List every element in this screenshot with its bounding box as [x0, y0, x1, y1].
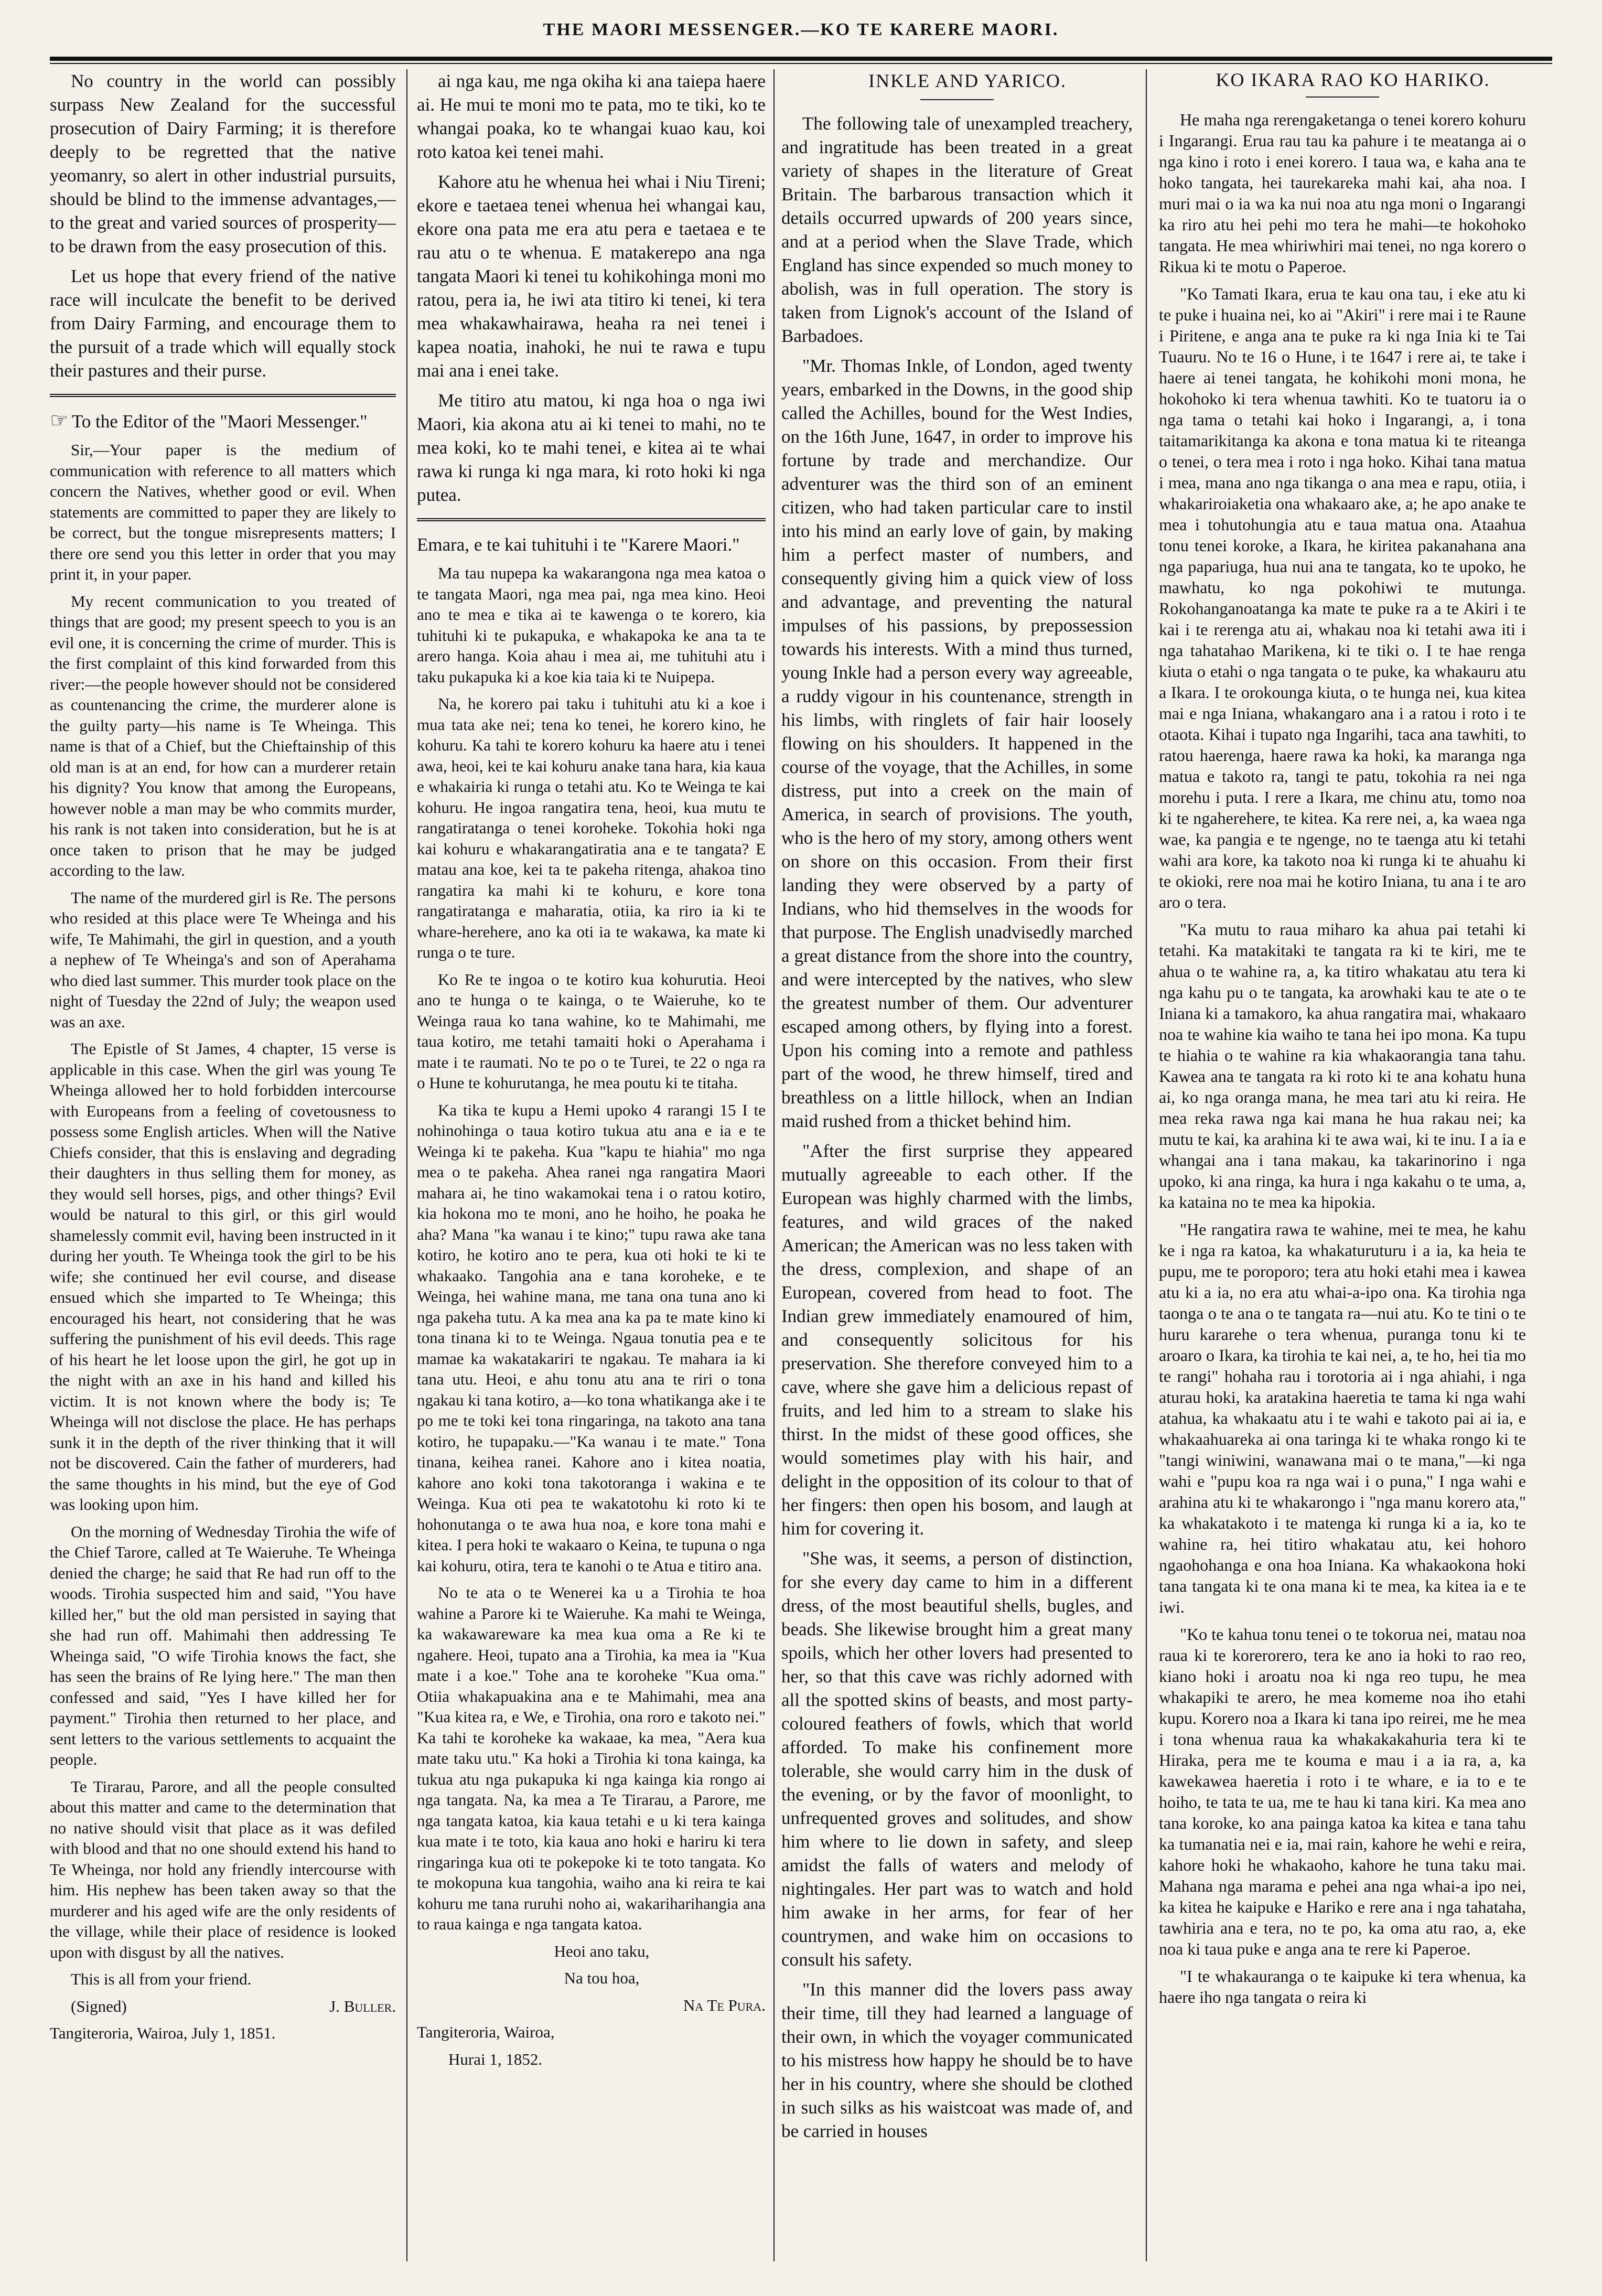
letter-paragraph: Heoi ano taku, — [554, 1941, 650, 1960]
signed-label: (Signed) — [71, 1997, 127, 2015]
letter-paragraph: Te Tirarau, Parore, and all the people consulted about this matter and came to the determination that no native should visit that place as it was defiled with blood and that no one should extend his hand to Te Wheinga, nor hold any friendly intercourse with him. His nephew has been taken away so that the murderer and his aged wife are the only residents of the village, while their place of residence is looked upon with disgust by all the natives. — [50, 1777, 396, 1961]
letter-paragraph: Ka tika te kupu a Hemi upoko 4 rarangi 15 I te nohinohinga o taua kotiro tukua atu ana e ia e te Weinga ki te pakeha. Kua "kapu te hiahia" mo nga mea o te pakeha. Ahea ranei nga rangatira Maori mahara ai, he tino wakamokai tena i o ratou kotiro, kia hokona mo te moni, ano he hoiho, he poaka he aha? Mana "ka wanau i te kino;" tupu rawa ake tana kotiro, he kotiro ano te pera, kua oti hoki te ki te whakaako. Tangohia ana e tana koroheke, e te Weinga, hei wahine mana, me tana ona tuna ano ki nga pakeha tutu. A ka mea ana ka pa te mate kino ki tona tinana ki to te Weinga. Ngaua tonutia pea e te mamae ka wakatakariri te ngakau. Te mahara ia ki tana utu. Heoi, e ahu tonu atu ana te riri o tona ngakau ki tana kotiro, a—ko tona whatikanga ake i te po me te toki kei tona ringaringa, na takoto ana tana kotiro, he tupapaku.—"Ka wanau i te mate." Tona tinana, keihea ranei. Kahore ano i kitea noatia, kahore ano koki tona takotoranga i wakina e te Weinga. Kua oti pea te wakatotohu ki roto ki te hohonutanga o te awa hua noa, e kore tona mahi e kitea. I pera hoki te wakaaro o Keina, te tupuna o nga kai kohuru, otira, tera te kanohi o te Atua e titiro ana. — [417, 1100, 766, 1575]
letter-paragraph: No te ata o te Wenerei ka u a Tirohia te hoa wahine a Parore ki te Waieruhe. Ka mahi te Weinga, ka wakawareware ka mea kua oma a Re ki te ngahere. Heoi, tupato ana a Tirohia, ka mea ia "Kua mate i a koe." Tohe ana te koroheke "Kua oma." Otiia whakapuakina ana e te Mahimahi, mea ana "Kua kitea ra, e We, e Tirohia, ona roro e takoto nei." Ka tahi te koroheke ka wakaae, ka mea, "Aera kua mate taku utu." Ka hoki a Tirohia ki tona kainga, ka tukua atu nga pukapuka ki nga kainga kia rongo ai nga tangata. Na, ka mea a Te Tirarau, a Parore, me nga tangata katoa, kia kaua tetahi e u ki tera kainga kua mate i te toto, kia kaua ano hoki e hariru ki tera ringaringa kua oti te pokepoke ki te toto tangata. Ko te mokopuna kua tangohia, waiho ana ki reira te kai kohuru me tana ruruhi noho ai, wakariharihangia ana to raua kainga e nga tangata katoa. — [417, 1583, 766, 1933]
letter-paragraph: Ko Re te ingoa o te kotiro kua kohurutia. Heoi ano te hunga o te kainga, o te Waieruhe, ko te Weinga raua ko tana wahine, ko te Mahimahi, me taua kotiro, me tetahi tamaiti hoki o Aperahama i mate i te raumati. No te po o te Turei, te 22 o nga ra o Hune te kohurutanga, he mea poutu ki te titaha. — [417, 970, 766, 1092]
dairy-paragraph: No country in the world can possibly surpass New Zealand for the successful prosecution of Dairy Farming; it is therefore deeply to be regretted that the native yeomanry, so alert in other industrial pursuits, should be blind to the immense advantages,—to the great and varied sources of prosperity—to be drawn from the easy prosecution of this. — [50, 71, 396, 256]
letter-paragraph: My recent communication to you treated of things that are good; my present speech to you is an evil one, it is concerning the crime of murder. This is the first complaint of this kind forwarded from this river:—the people however should not be considered as countenancing the crime, the murderer alone is the guilty party—his name is Te Wheinga. This name is that of a Chief, but the Chieftainship of this old man is at an end, for how can a murderer retain his dignity? You know that among the Europeans, however noble a man may be who commits murder, his rank is not taken into consideration, but he is at once taken to prison that he may be judged according to the law. — [50, 592, 396, 879]
title-rule — [920, 99, 994, 100]
maori-paragraph: Kahore atu he whenua hei whai i Niu Tireni; ekore e taetaea tenei whenua hei whangai kau, ekore ona pata me era atu pera e taetaea e te rau atu o te whenua. E matakerepo ana nga tangata Maori ki tenei tu kohikohinga moni mo ratou, pera ia, he iwi ata titiro ki tenei, ki tera mea whakawhairawa, heaha ra nei tenei i kapea noatia, inahoki, he nui te rawa e tupu mai ana i enei take. — [417, 171, 766, 381]
column-divider — [1146, 69, 1147, 2261]
article-paragraph: He maha nga rerengaketanga o tenei korero kohuru i Ingarangi. Erua rau tau ka pahure i te meatanga ai o nga kino i roto i enei korero. I taua wa, e kaha ana te hoko tangata, hei taurekareka mahi kai, aha noa. I muri mai o ia wa ka nui noa atu nga moni o Ingarangi ka riro atu hei pehi mo tera he mahi—te hokohoko tangata. He mea whiriwhiri mai tenei, no nga korero o Rikua ki te motu o Paperoe. — [1159, 110, 1526, 276]
article-title: KO IKARA RAO KO HARIKO. — [1216, 69, 1490, 90]
letter-paragraph: On the morning of Wednesday Tirohia the wife of the Chief Tarore, called at Te Waieruhe. Te Wheinga denied the charge; he said that Re had run off to the woods. Tirohia suspected him and said, "You have killed her," but the old man persisted in saying that she had run off. Mahimahi then addressing Te Wheinga said, "O wife Tirohia knows the fact, she has seen the brains of Re lying here." The man then confessed and said, "Yes I have killed her for payment." Tirohia then returned to her place, and sent letters to the various settlements to acquaint the people. — [50, 1522, 396, 1768]
signature-line — [50, 1996, 396, 2017]
article-paragraph: "After the first surprise they appeared mutually agreeable to each other. If the European was highly charmed with the limbs, features, and wild graces of the naked American; the American was no less taken with the dress, complexion, and shape of an European, covered from head to foot. The Indian grew immediately enamoured of him, and consequently solicitous for his preservation. She therefore conveyed him to a cave, where she gave him a delicious repast of fruits, and led him to a stream to slake his thirst. In the midst of these good offices, she would sometimes play with his hair, and delight in the opposition of its colour to that of her fingers: then open his bosom, and laugh at him for covering it. — [781, 1141, 1133, 1539]
letter-paragraph: The Epistle of St James, 4 chapter, 15 verse is applicable in this case. When the girl was young Te Wheinga allowed her to hold forbidden intercourse with Europeans from a feeling of covetousness to possess some English articles. When will the Native Chiefs consider, that this is enslaving and degrading their daughters in thus selling them for money, as they would sell horses, pigs, and other things? Evil would be natural to this girl, or this girl would shamelessly commit evil, having been instructed in it during her youth. Te Wheinga took the girl to be his wife; she continued her evil course, and disease ensued which she imparted to Te Wheinga; this encouraged his heart, not considering that he was suffering the punishment of his evil deeds. This rage of his heart he let loose upon the girl, he got up in the night with an axe in his hand and killed his victim. It is not known where the body is; Te Wheinga will not disclose the place. He has perhaps sunk it in the depth of the river thinking that it will not be discovered. Cain the father of murderers, had the same thoughts in his mind, but the eye of God was looking upon him. — [50, 1039, 396, 1514]
article-paragraph: "In this manner did the lovers pass away their time, till they had learned a language of their own, in which the voyager communicated to his mistress how happy he should be to have her in his country, where she should be clothed in such silks as his waistcoat was made of, and be carried in houses — [781, 1979, 1133, 2141]
letter-paragraph: Sir,—Your paper is the medium of communication with reference to all matters which concern the Natives, whether good or evil. When statements are committed to paper they are likely to be correct, but the tongue misrepresents matters; I there ore send you this letter in order that you may print it, in your paper. — [50, 441, 396, 583]
title-rule — [1306, 96, 1379, 98]
masthead-title: THE MAORI MESSENGER.—KO TE KARERE MAORI. — [543, 20, 1059, 39]
dairy-paragraph: Let us hope that every friend of the native race will inculcate the benefit to be derived from Dairy Farming, and encourage them to the pursuit of a trade which will equally stock their pastures and their purse. — [50, 266, 396, 381]
article-paragraph: "I te whakauranga o te kaipuke ki tera whenua, ka haere iho nga tangata o reira ki — [1159, 1967, 1526, 2007]
section-divider — [50, 394, 396, 397]
article-paragraph: "She was, it seems, a person of distinction, for she every day came to him in a different dress, of the most beautiful shells, bugles, and beads. She likewise brought him a great many spoils, which her other lovers had presented to her, so that this cave was richly adorned with all the spotted skins of beasts, and most party-coloured feathers of fowls, which that world afforded. To make his confinement more tolerable, she would carry him in the dusk of the evening, or by the favor of moonlight, to unfrequented groves and solitudes, and show him where to lie down in safety, and sleep amidst the falls of waters and melody of nightingales. Her part was to watch and hold him awake in her arms, for fear of her countrymen, and wake him on occasions to consult his safety. — [781, 1548, 1133, 1970]
signer-name: J. Buller. — [329, 1997, 396, 2015]
article-paragraph: "Mr. Thomas Inkle, of London, aged twenty years, embarked in the Downs, in the good ship called the Achilles, bound for the West Indies, on the 16th June, 1647, in order to improve his fortune by trade and merchandize. Our adventurer was the third son of an eminent citizen, who had taken particular care to instil into his mind an early love of gain, by making him a perfect master of numbers, and consequently giving him a quick view of loss and advantage, and preventing the natural impulses of his passions, by prepossession towards his interests. With a mind thus turned, young Inkle had a person every way agreeable, a ruddy vigour in his countenance, strength in his limbs, with ringlets of fair hair loosely flowing on his shoulders. It happened in the course of the voyage, that the Achilles, in some distress, put into a creek on the main of America, in search of provisions. The youth, who is the hero of my story, among others went on shore on this occasion. From their first landing they were observed by a party of Indians, who hid themselves in the woods for that purpose. The English unadvisedly marched a great distance from the shore into the country, and were intercepted by the natives, who slew the greatest number of them. Our adventurer escaped among others, by flying into a forest. Upon his coming into a remote and pathless part of the wood, he threw himself, tired and breathless on a little hillock, when an Indian maid rushed from a thicket behind him. — [781, 356, 1133, 1131]
article-paragraph: "Ko te kahua tonu tenei o te tokorua nei, matau noa raua ki te korerorero, tera ke ano ia hoki to rao reo, kiano hoki i aroatu noa ki nga reo tupu, he mea whakapiki te arero, he mea komeme noa iho etahi kupu. Korero noa a Ikara ki tana ipo reirei, me he mea i tona whenua raua ka whakakakahuria tera ki te Hiraka, pera me te kouma e mau i a ia ra, a, ka kawekawea haeretia i roto i te whare, e ia to e te hoiho, te tata te ua, me te hau ki tana kiri. Ka mea ano tana koroke, ko ana painga katoa ka kitea e tana tahu ka tumanatia nei e ia, mai rain, kahore he wehi e reira, kahore hoki he whakaoho, kahore he tuna taku mai. Mahana nga marama e pehei ana nga whai-a ipo nei, ka kitea he kaipuke e Hariko e rere ana i nga tahataha, tawhiria ana e tera, no te po, ka oma atu rao, a, eke noa ki taua puke e anga ana te rere ki Paperoe. — [1159, 1625, 1526, 1958]
letter-heading — [50, 409, 396, 433]
column-2 — [417, 69, 766, 2261]
column-divider — [773, 69, 775, 2261]
column-1 — [50, 69, 396, 2261]
letter-paragraph: This is all from your friend. — [71, 1970, 252, 1988]
masthead — [0, 0, 1602, 52]
article-paragraph: "He rangatira rawa te wahine, mei te mea, he kahu ke i nga ra katoa, ka whakaturuturu i a ia, ka heia te pupu, me te poroporo; tera atu hoki etahi mea i kawea atu ki a ia, no era atu whai-a-ipo ona. Ka tirohia nga taonga o te ana o te tangata ra—nui atu. Ko te tini o te huru kararehe o tera whenua, puranga tonu ki te aroaro o Ikara, ka tirohia te kai nei, a, te ho, hei tia mo te rangi" hohaha rau i torotoria ai i nga ahiahi, i nga aturau hoki, ka aratakina haeretia te tama ki nga wahi atahua, ka whakaatu atu i te wahi e takoto pai ai ia, e whakaahuareka ai ona taringa ki te whaka rongo ki te "tangi winiwini, wanawana mai o te mana,"—ki nga wahi e "pupu koa ra nga wai i o puna," I nga wahi e arahina atu ki te whakarongo i "nga manu korero ata," ka whakatakoto i te matenga ki runga ki a ia, ko te wahine ra, hei titiro whakatau atu, kei hohoro ngaohohanga e ona hoa Iniana. Ka whakaokona hoki tana tangata ki te ona mana ki te mea, ka kitea ia e te iwi. — [1159, 1220, 1526, 1616]
pointing-hand-icon: ☞ — [50, 409, 69, 432]
date: Hurai 1, 1852. — [448, 2050, 543, 2068]
letter-heading-text: To the Editor of the "Maori Messenger." — [71, 411, 368, 432]
column-3 — [781, 69, 1133, 2261]
closing: Na tou hoa, — [564, 1969, 640, 1987]
letter-body — [417, 563, 766, 2069]
article-paragraph: The following tale of unexampled treachery, and ingratitude has been treated in a great variety of shapes in the literature of Great Britain. The barbarous transaction which it details occurred upwards of 200 years since, and at a period when the Slave Trade, which England has since expended so much money to abolish, was in full operation. The story is taken from Lignok's account of the Island of Barbadoes. — [781, 113, 1133, 346]
article-paragraph: "Ka mutu to raua miharo ka ahua pai tetahi ki tetahi. Ka matakitaki te tangata ra ki te kiri, me te ahua o te wahine ra, a, ka titiro whakatau atu tera ki nga kahu pu o te tangata, ka arowhaki kau te ate o te Iniana ki a tamakoro, ka ahua rangatira mai, whakaaro noa te wahine kia waiho te tana hei ipo mona. Ka tupu te hiahia o te wahine ra kia whakaorangia tana tahu. Kawea ana te tangata ra ki roto ki te ana kohatu huna ai, ko nga oranga mana, he mea tari atu ki reira. He mea reka rawa nga kai mana he hua rakau nei; ka mutu te kai, ka arahina ki te awa wai, ki te inu. I a ia e whangai ana i tana makau, ka takarinorino i nga upoko, ki ana ringa, ka hura i nga kakahu o te uma, a, ka kataina no te mea ka hipokia. — [1159, 920, 1526, 1211]
section-divider — [417, 518, 766, 521]
maori-paragraph: ai nga kau, me nga okiha ki ana taiepa haere ai. He mui te moni mo te pata, mo te tiki, ko te whangai poaka, ko te whangai kuao kau, koi roto katoa kei tenei mahi. — [417, 71, 766, 162]
letter-body — [50, 439, 396, 2044]
letter-paragraph: Ma tau nupepa ka wakarangona nga mea katoa o te tangata Maori, nga mea pai, nga mea kino. Heoi ano te mea e tika ai te kawenga o te korero, kia tuhituhi ki te pukapuka, e whakapoka ke ana ta te arero hanga. Koia ahau i mea ai, me tuhituhi atu i taku pukapuka ki a koe kia taia ki te Nuipepa. — [417, 564, 766, 686]
place: Tangiteroria, Wairoa, — [417, 2023, 555, 2041]
signer-name: Na Te Pura. — [683, 1995, 766, 2014]
letter-heading: Emara, e te kai tuhituhi i te "Karere Maori." — [417, 534, 740, 555]
article-title: INKLE AND YARICO. — [868, 70, 1067, 91]
column-divider — [406, 69, 407, 2261]
place-date: Tangiteroria, Wairoa, July 1, 1851. — [50, 2024, 276, 2042]
column-4 — [1159, 69, 1526, 2261]
masthead-rule — [50, 57, 1552, 61]
masthead-rule-thin — [50, 63, 1552, 64]
maori-paragraph: Me titiro atu matou, ki nga hoa o nga iwi Maori, kia akona atu ai ki tenei to mahi, no te mea koki, ko te mahi tenei, e kitea ai te whai rawa ki runga ki nga mara, ki roto hoki ki nga putea. — [417, 390, 766, 505]
article-paragraph: "Ko Tamati Ikara, erua te kau ona tau, i eke atu ki te puke i huaina nei, ko ai "Akiri" i rere mai i te Raune i Piritene, e anga ana te puke ra ki nga Inia ki te Tai Tuauru. No te 16 o Hune, i te 1647 i rere ai, te take i haere ai tenei tangata, he kohikohi moni mona, he hokohoko ki tera whenua tawhiti. Ko te tuatoru ia o nga tama o tetahi kai hoko i Ingarangi, a, i tona taitamarikitanga ka akona e tona matua ki te riteanga o tenei, o tera mea i roto i nga hoko. Kihai tana matua i mea, mana ano nga tikanga o ana mea e rapu, otiia, i whakariroiaketia ona whakaaro ake, a; he apo anake te mea i tohutohungia atu e taua matua ona. Ataahua tonu tenei koroke, a Ikara, he kiritea pakanahana ana nga papariuga, hua nui ana te tangata, ko te upoko, he mawhatu, ko nga pokohiwi te mutunga. Rokohanganoatanga ka mate te puke ra a te Akiri i te kai i te rerenga atu ai, whakau noa ki tetahi awa iti i nga tahatahao Marikena, ki te tiki o. I te hae renga kiuta o etahi o nga tangata o te puke, ka whakauru atu a Ikara. I te orokounga kiuta, o te hunga nei, kua kitea mai e nga Iniana, whakangaro ana i a ratou i roto i te otaota. Kihai i tupato nga Ingarihi, taca ana tawhiti, to ratou haerenga, haere rawa ka hoki, ka maranga nga matua e takoto ra, tangi te patu, tokohia ra nei nga morehu i puta. I rere a Ikara, me chinu atu, tomo noa ki te ngaherehere, te kitea. Ka rere nei, a, ka waea nga wae, ka pangia e te ngenge, no te taenga atu ki tetahi wahi ara kore, ka takoto noa ki runga ki te ahuahu ki te okioki, rere noa mai he kotiro Iniana, tu ana i te aro aro o tera. — [1159, 284, 1526, 911]
letter-paragraph: The name of the murdered girl is Re. The persons who resided at this place were Te Wheinga and his wife, Te Mahimahi, the girl in question, and a youth a nephew of Te Wheinga's and son of Aperahama who died last summer. This murder took place on the night of Tuesday the 22nd of July; the weapon used was an axe. — [50, 888, 396, 1031]
letter-paragraph: Na, he korero pai taku i tuhituhi atu ki a koe i mua tata ake nei; tena ko tenei, he korero kino, he kohuru. Ka tahi te korero kohuru ka haere atu i tenei awa, heoi, kei te kai kohuru anake tana hara, kia kaua e whakairia ki runga o tetahi atu. Ko te Weinga te kai kohuru. He ingoa rangatira tena, heoi, kua mutu te rangatiratanga o tenei koroheke. Tokohia hoki nga kai kohuru e whakarangatiratia ana e te tangata? E matau ana koe, kei ta te pakeha ritenga, ahakoa tino rangatira ka mahi ki te kohuru, e kore tona rangatiratanga e maharatia, otiia, ka riro ia ki te whare-herehere, ano ka oti ia te wakawa, ka mate ki runga o te ture. — [417, 694, 766, 961]
